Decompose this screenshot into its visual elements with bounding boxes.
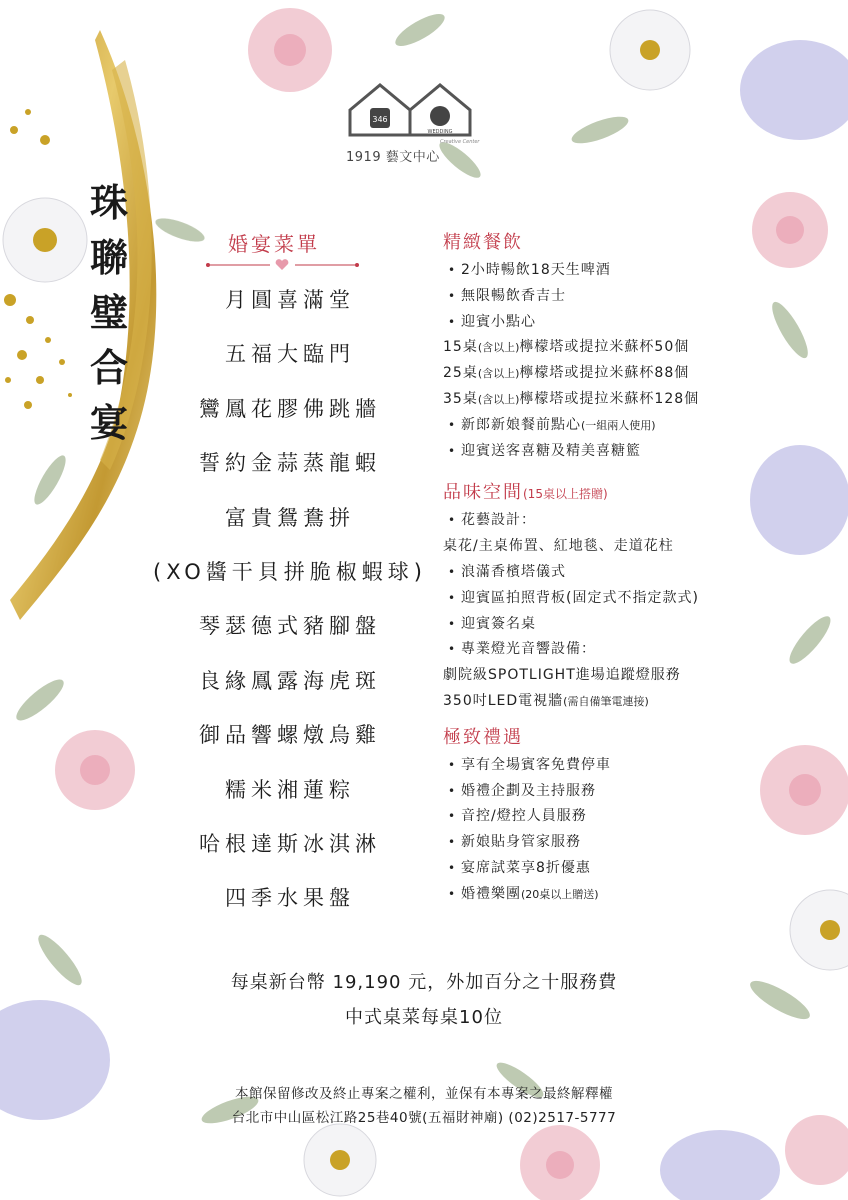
- space-list: [443, 508, 813, 714]
- title-char: 合: [89, 345, 128, 390]
- premium-item: • 婚禮企劃及主持服務: [443, 779, 813, 805]
- section-title-space: [443, 478, 813, 508]
- space-item: • 迎賓簽名桌: [443, 612, 813, 638]
- title-char: 璧: [89, 290, 128, 335]
- venue-name: 1919 藝文中心: [346, 150, 440, 165]
- dining-item: • 迎賓送客喜糖及精美喜糖籃: [443, 439, 813, 465]
- dining-item: • 無限暢飲香吉士: [443, 284, 813, 310]
- space-item: 350吋LED電視牆(需自備筆電連接): [443, 692, 649, 709]
- space-item: 劇院級SPOTLIGHT進場追蹤燈服務: [443, 667, 681, 684]
- space-item: • 專業燈光音響設備：: [443, 637, 813, 663]
- premium-item: • 享有全場賓客免費停車: [443, 753, 813, 779]
- space-item: • 迎賓區拍照背板(固定式不指定款式): [443, 586, 813, 612]
- dining-item: 15桌(含以上)檸檬塔或提拉米蘇杯50個: [443, 339, 690, 356]
- price-line: 每桌新台幣 19,190 元，外加百分之十服務費: [230, 972, 618, 993]
- dining-item: 35桌(含以上)檸檬塔或提拉米蘇杯128個: [443, 390, 700, 407]
- dish-item: 誓約金蒜蒸龍蝦: [199, 451, 381, 476]
- dish-item: 富貴鴛鴦拼: [225, 505, 355, 530]
- seating-line: 中式桌菜每桌10位: [345, 1007, 503, 1028]
- dish-item: 哈根達斯冰淇淋: [199, 831, 381, 856]
- dish-list: [150, 280, 430, 933]
- space-item: • 浪滿香檳塔儀式: [443, 560, 813, 586]
- dish-item: 月圓喜滿堂: [225, 288, 355, 312]
- dining-item: 25桌(含以上)檸檬塔或提拉米蘇杯88個: [443, 365, 690, 382]
- dining-item: • 新郎新娘餐前點心(一組兩人使用): [443, 413, 813, 439]
- space-item: 桌花/主桌佈置、紅地毯、走道花柱: [443, 538, 674, 555]
- space-title-text: 品味空間: [443, 482, 523, 504]
- dish-item: 御品響螺燉烏雞: [199, 723, 381, 748]
- dish-item: 四季水果盤: [225, 886, 355, 911]
- venue-tagline: Creative Center: [440, 139, 480, 145]
- space-item: • 花藝設計：: [443, 508, 813, 534]
- premium-item: • 音控/燈控人員服務: [443, 804, 813, 830]
- dining-list: [443, 258, 813, 464]
- dish-item: (XO醬干貝拼脆椒蝦球): [153, 559, 427, 584]
- title-char: 珠: [89, 180, 128, 225]
- dish-item: 鸞鳳花膠佛跳牆: [199, 396, 381, 421]
- premium-item: • 宴席試菜享8折優惠: [443, 856, 813, 882]
- disclaimer-text: 本館保留修改及終止專案之權利，並保有本專案之最終解釋權: [235, 1086, 613, 1102]
- dish-item: 良緣鳳露海虎斑: [199, 668, 381, 693]
- dish-item: 糯米湘蓮粽: [225, 777, 355, 802]
- dining-item: • 2小時暢飲18天生啤酒: [443, 258, 813, 284]
- address-contact: 台北市中山區松江路25巷40號(五福財神廟) (02)2517-5777: [231, 1110, 617, 1126]
- package-details: [443, 228, 813, 908]
- premium-list: [443, 753, 813, 908]
- title-char: 宴: [89, 400, 128, 445]
- premium-item: • 新娘貼身管家服務: [443, 830, 813, 856]
- premium-item: • 婚禮樂團(20桌以上贈送): [443, 882, 813, 908]
- banquet-title: [84, 175, 134, 450]
- logo-badge-wedding: WEDDING: [427, 129, 453, 135]
- dish-item: 琴瑟德式豬腳盤: [199, 614, 381, 639]
- section-title-dining: 精緻餐飲: [443, 232, 523, 253]
- dining-item: • 迎賓小點心: [443, 310, 813, 336]
- title-char: 聯: [89, 235, 128, 280]
- dish-item: 五福大臨門: [225, 342, 355, 367]
- section-title-premium: 極致禮遇: [443, 726, 523, 748]
- space-title-note: (15桌以上搭贈): [523, 487, 608, 502]
- menu-heading: 婚宴菜單: [228, 232, 320, 256]
- logo-badge-number: 346: [372, 115, 388, 124]
- heart-divider: [200, 258, 365, 272]
